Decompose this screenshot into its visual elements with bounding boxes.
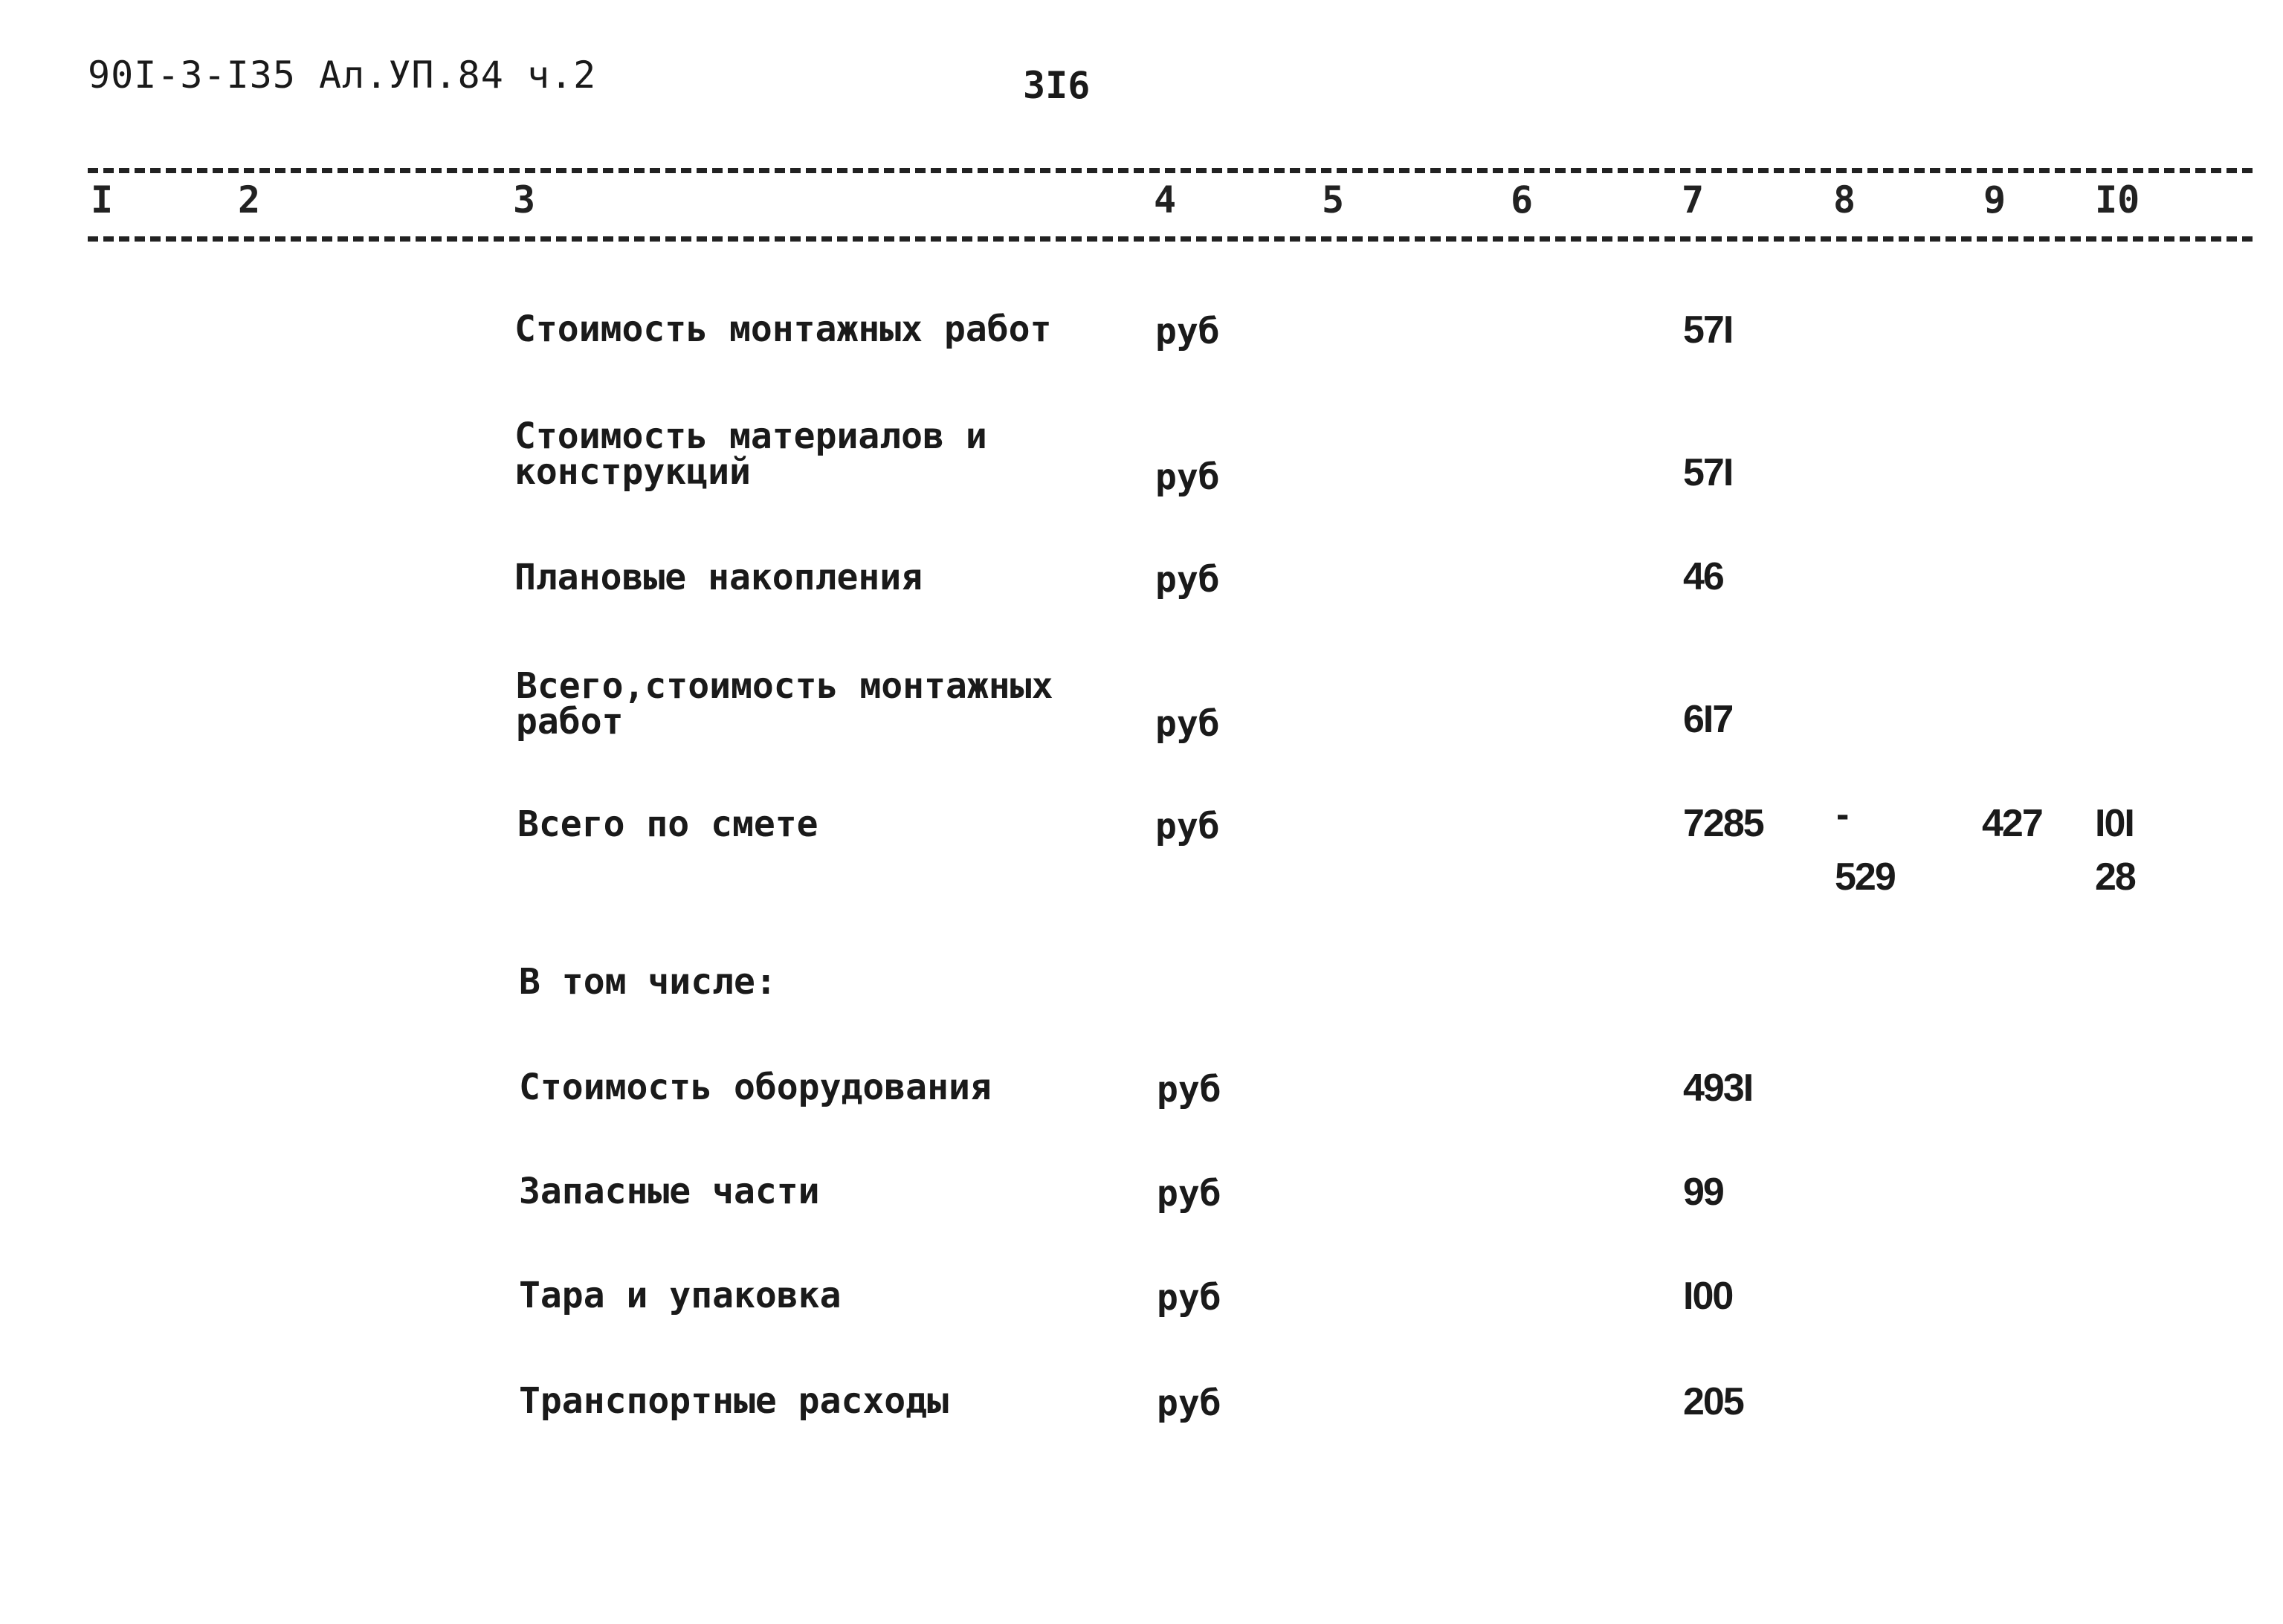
row-label: Стоимость монтажных работ xyxy=(514,308,1052,350)
row-value-col7: 99 xyxy=(1683,1171,1723,1214)
column-number-9: 9 xyxy=(1983,178,2006,221)
row-unit: руб xyxy=(1157,1277,1221,1319)
header-top-rule xyxy=(88,168,2253,173)
row-label-line1: Всего,стоимость монтажных xyxy=(516,665,1053,707)
document-code: 90I-3-I35 Ал.УП.84 ч.2 xyxy=(88,54,597,97)
row-unit: руб xyxy=(1157,1173,1221,1214)
column-number-2: 2 xyxy=(238,178,261,221)
row-value-col9: 427 xyxy=(1982,802,2042,845)
column-number-4: 4 xyxy=(1154,178,1177,221)
row-value-col7: 7285 xyxy=(1683,802,1763,845)
row-unit: руб xyxy=(1155,559,1220,601)
row-unit: руб xyxy=(1155,311,1220,352)
header-bottom-rule xyxy=(88,236,2253,242)
row-value-col10-bottom: 28 xyxy=(2095,855,2135,899)
row-label: Плановые накопления xyxy=(514,557,923,598)
row-value-col8: 529 xyxy=(1835,855,1895,899)
column-number-3: 3 xyxy=(513,178,536,221)
row-label: Транспортные расходы xyxy=(519,1380,949,1422)
row-label-line2: конструкций xyxy=(514,451,751,493)
row-label: Всего по смете xyxy=(517,803,818,845)
row-value-col7: I00 xyxy=(1683,1275,1733,1318)
row-value-col7: 57I xyxy=(1683,451,1733,494)
column-number-5: 5 xyxy=(1322,178,1345,221)
row-value-col7: 57I xyxy=(1683,308,1733,352)
row-label: Стоимость оборудования xyxy=(519,1067,992,1108)
row-unit: руб xyxy=(1157,1069,1221,1110)
row-value-col10-top: I0I xyxy=(2095,802,2134,845)
row-value-col8-dash: - xyxy=(1836,793,1848,836)
row-value-col7: 6I7 xyxy=(1683,698,1733,741)
column-number-1: I xyxy=(91,178,114,221)
row-unit: руб xyxy=(1155,806,1220,847)
column-number-10: I0 xyxy=(2095,178,2140,221)
row-value-col7: 205 xyxy=(1683,1380,1743,1423)
row-label-line1: Стоимость материалов и xyxy=(514,415,987,457)
row-unit: руб xyxy=(1155,703,1220,745)
row-value-col7: 46 xyxy=(1683,555,1723,598)
column-number-7: 7 xyxy=(1682,178,1705,221)
row-label: Тара и упаковка xyxy=(519,1275,842,1316)
column-number-6: 6 xyxy=(1511,178,1534,221)
row-label: Запасные части xyxy=(519,1171,820,1212)
row-unit: руб xyxy=(1155,456,1220,498)
page-number: 3I6 xyxy=(1023,64,1091,107)
row-unit: руб xyxy=(1157,1382,1221,1424)
section-label: В том числе: xyxy=(519,961,777,1003)
column-number-8: 8 xyxy=(1833,178,1856,221)
row-value-col7: 493I xyxy=(1683,1067,1753,1110)
row-label-line2: работ xyxy=(516,701,624,743)
